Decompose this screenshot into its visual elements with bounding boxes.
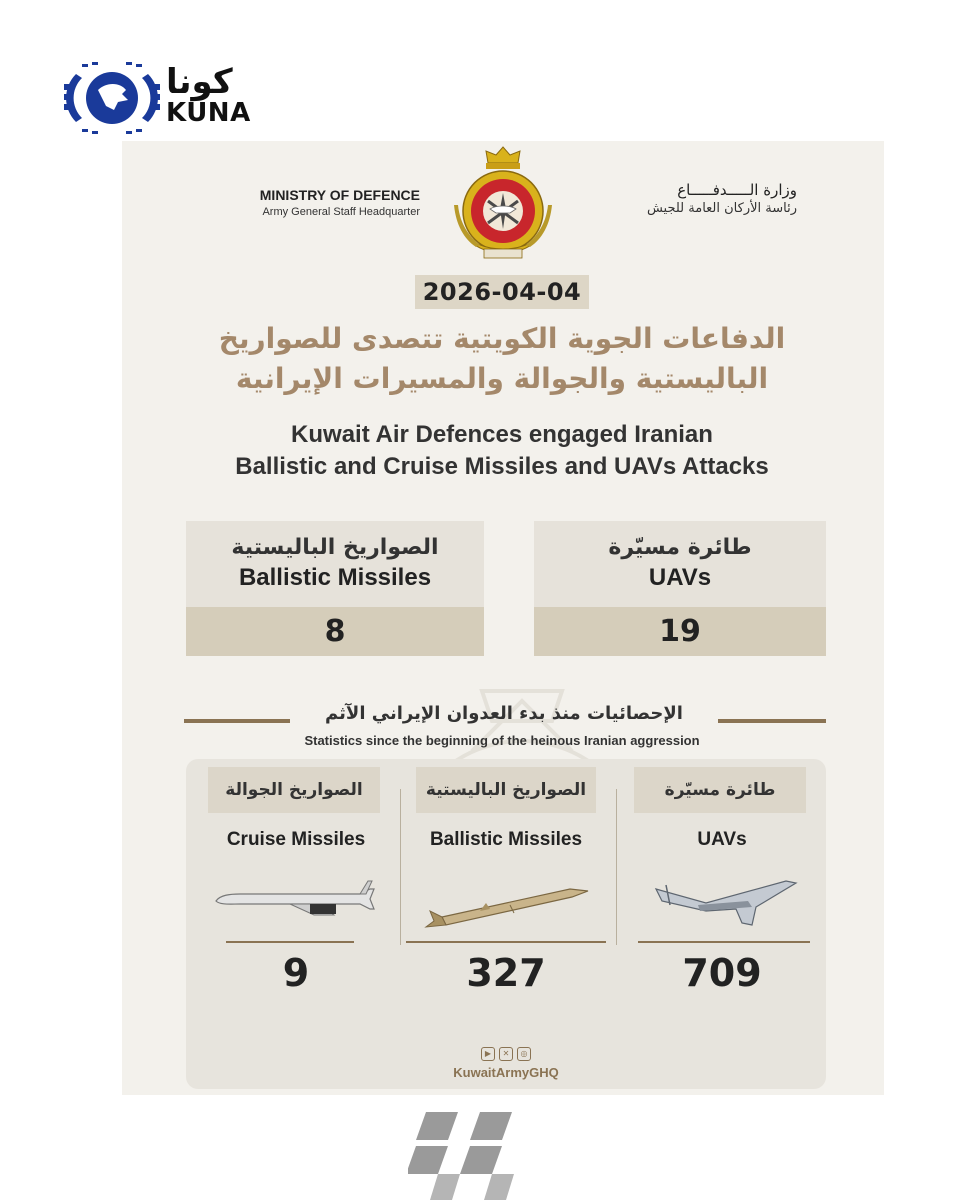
decorative-quote-shapes [408, 1112, 528, 1200]
today-ballistic-label-en: Ballistic Missiles [238, 564, 432, 591]
today-uavs-box [534, 521, 826, 656]
stat-cruise-count: 9 [282, 951, 310, 995]
stat-cruise-label-ar: الصواريخ الجوالة [208, 767, 380, 813]
stat-ballistic-count: 327 [466, 951, 546, 995]
social-handle[interactable]: KuwaitArmyGHQ [453, 1065, 559, 1080]
ballistic-missile-icon [420, 867, 592, 937]
stat-cruise [190, 759, 402, 1089]
kuna-english-name: KUNA [166, 98, 251, 128]
stat-cruise-label-en: Cruise Missiles [226, 829, 366, 850]
youtube-icon[interactable]: ▶ [481, 1047, 495, 1061]
headline-english [162, 419, 842, 483]
hq-en-subtitle: Army General Staff Headquarter [262, 206, 420, 218]
kuna-emblem-icon [62, 60, 162, 136]
stat-ballistic-label-en: Ballistic Missiles [429, 829, 583, 850]
divider-right [718, 719, 826, 723]
ministry-arabic [587, 181, 797, 216]
kuna-logo [62, 60, 262, 136]
today-ballistic-box [186, 521, 484, 656]
instagram-icon[interactable]: ◎ [517, 1047, 531, 1061]
divider-left [184, 719, 290, 723]
social-links [186, 1041, 826, 1080]
ministry-ar-title: وزارة الـــــدفـــــاع [677, 181, 797, 199]
today-uavs-count: 19 [534, 607, 826, 656]
headline-ar-line1: الدفاعات الجوية الكويتية تتصدى للصواريخ [218, 322, 786, 355]
x-icon[interactable]: ✕ [499, 1047, 513, 1061]
stat-ballistic-label-ar: الصواريخ الباليستية [416, 767, 596, 813]
headline-en-line1: Kuwait Air Defences engaged Iranian [291, 421, 713, 448]
today-ballistic-count: 8 [186, 607, 484, 656]
since-heading-en: Statistics since the beginning of the heinous Iranian aggression [304, 733, 700, 748]
stat-uavs-count: 709 [682, 951, 762, 995]
today-uavs-label-en: UAVs [648, 564, 712, 591]
headline-en-line2: Ballistic and Cruise Missiles and UAVs Attacks [235, 453, 769, 480]
stat-uavs-label-en: UAVs [697, 829, 747, 850]
drone-icon [636, 867, 808, 937]
stat-cruise-underline [226, 941, 354, 943]
stat-uavs-label-ar: طائرة مسيّرة [634, 767, 806, 813]
kuna-arabic-name: كونا [166, 62, 233, 102]
report-date: 2026-04-04 [415, 275, 589, 309]
headline-arabic [182, 319, 822, 399]
stat-uavs-underline [638, 941, 810, 943]
cumulative-stats-panel [186, 759, 826, 1089]
today-uavs-label-ar: طائرة مسيّرة [608, 535, 752, 560]
stat-ballistic [400, 759, 612, 1089]
ministry-english [210, 187, 420, 218]
stat-ballistic-underline [406, 941, 606, 943]
ministry-en-title: MINISTRY OF DEFENCE [259, 187, 420, 203]
infographic-card [122, 141, 884, 1095]
stat-uavs [616, 759, 828, 1089]
army-emblem-icon [450, 145, 556, 265]
since-heading-ar: الإحصائيات منذ بدء العدوان الإيراني الآثم [325, 703, 683, 724]
headline-ar-line2: الباليستية والجوالة والمسيرات الإيرانية [235, 362, 769, 395]
cruise-missile-icon [210, 867, 382, 937]
today-ballistic-label-ar: الصواريخ الباليستية [231, 535, 439, 560]
hq-ar-subtitle: رئاسة الأركان العامة للجيش [646, 201, 797, 216]
